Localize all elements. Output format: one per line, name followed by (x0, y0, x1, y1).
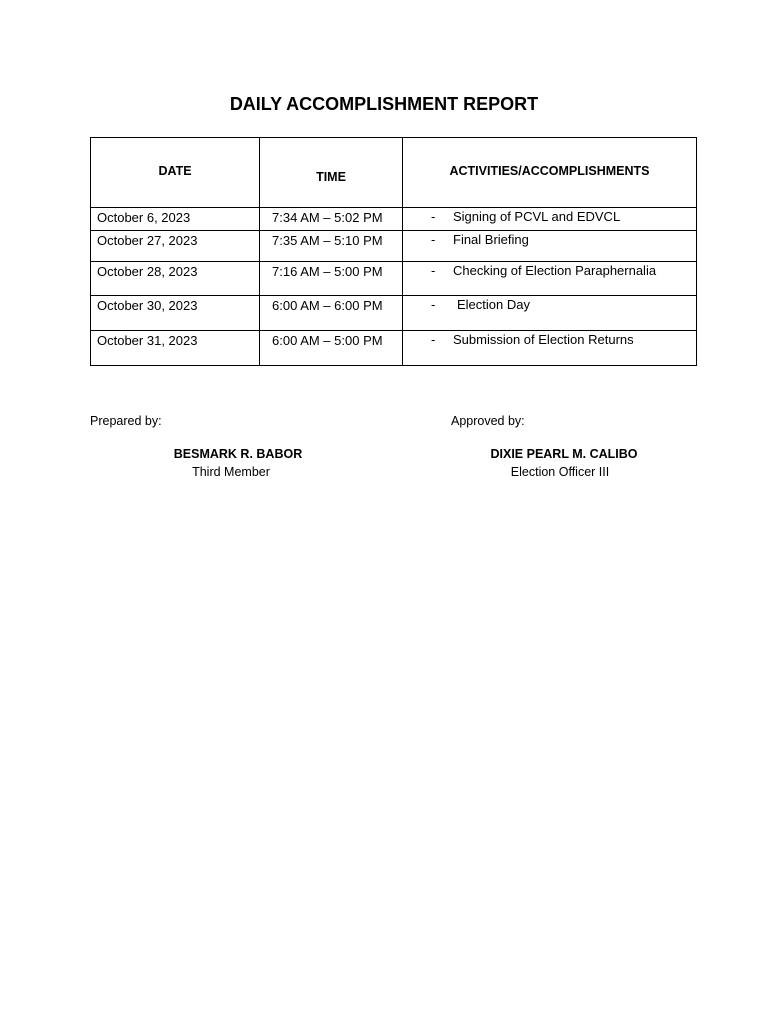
preparer-role: Third Member (192, 465, 270, 479)
date-cell: October 31, 2023 (91, 331, 260, 366)
date-cell: October 27, 2023 (91, 231, 260, 262)
bullet-dash: - (431, 209, 436, 224)
header-time: TIME (260, 138, 403, 208)
activity-cell (403, 296, 697, 331)
header-date: DATE (91, 138, 260, 208)
table-row (91, 262, 697, 296)
time-cell: 7:34 AM – 5:02 PM (260, 208, 403, 231)
bullet-dash: - (431, 263, 436, 278)
accomplishment-table (90, 137, 697, 366)
activity-cell (403, 331, 697, 366)
date-cell: October 6, 2023 (91, 208, 260, 231)
activity-cell (403, 262, 697, 296)
time-cell: 7:35 AM – 5:10 PM (260, 231, 403, 262)
table-header-row (91, 138, 697, 208)
table-row (91, 331, 697, 366)
activity-text: Final Briefing (453, 232, 529, 247)
header-activities: ACTIVITIES/ACCOMPLISHMENTS (403, 138, 697, 208)
date-cell: October 28, 2023 (91, 262, 260, 296)
table-row (91, 208, 697, 231)
bullet-dash: - (431, 332, 436, 347)
activity-text: Signing of PCVL and EDVCL (453, 209, 621, 224)
activity-cell (403, 231, 697, 262)
date-cell: October 30, 2023 (91, 296, 260, 331)
activity-text: Election Day (457, 297, 530, 312)
time-cell: 7:16 AM – 5:00 PM (260, 262, 403, 296)
activity-text: Checking of Election Paraphernalia (453, 263, 657, 278)
approver-name: DIXIE PEARL M. CALIBO (490, 447, 638, 461)
bullet-dash: - (431, 232, 436, 247)
prepared-by-label: Prepared by: (90, 414, 162, 428)
preparer-name: BESMARK R. BABOR (173, 447, 303, 461)
bullet-dash: - (431, 297, 436, 312)
table-row (91, 296, 697, 331)
activity-text: Submission of Election Returns (453, 332, 634, 347)
time-cell: 6:00 AM – 5:00 PM (260, 331, 403, 366)
approver-role: Election Officer III (510, 465, 610, 479)
activity-cell (403, 208, 697, 231)
report-title: DAILY ACCOMPLISHMENT REPORT (229, 94, 539, 114)
table-row (91, 231, 697, 262)
time-cell: 6:00 AM – 6:00 PM (260, 296, 403, 331)
approved-by-label: Approved by: (451, 414, 525, 428)
